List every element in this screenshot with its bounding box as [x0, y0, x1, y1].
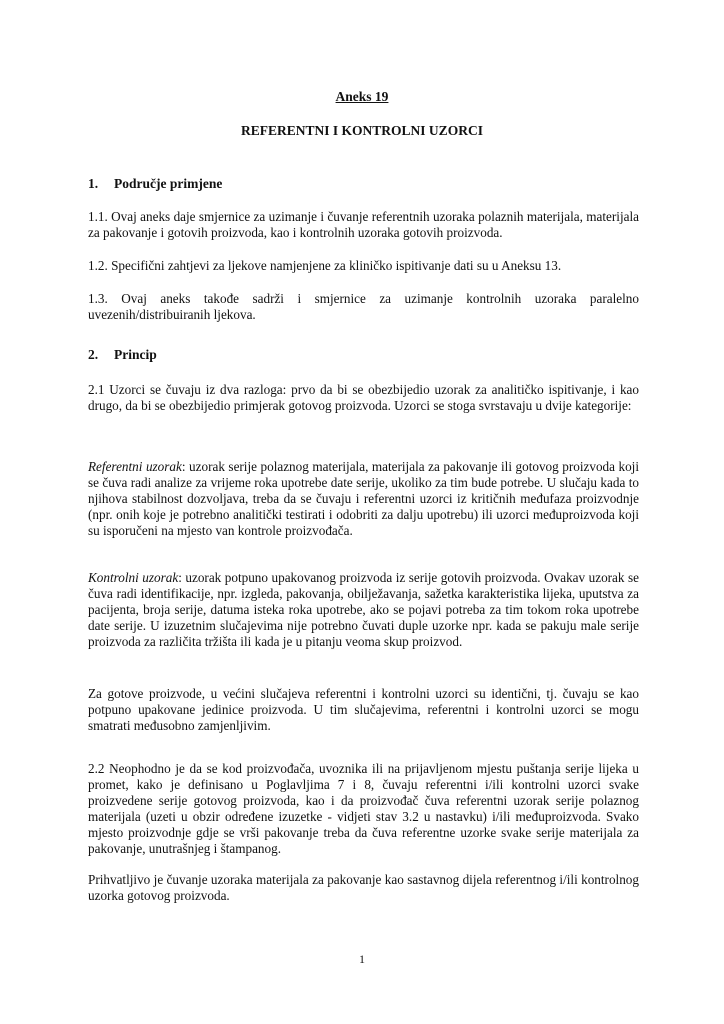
- document-title: Aneks 19: [335, 89, 389, 104]
- section-title: Područje primjene: [114, 176, 223, 191]
- paragraph-text: uzorak serije polaznog materijala, materijala za pakovanje ili gotovog proizvoda koji se čuva radi analize za vrijeme roka upotrebe date serije, ukoliko za tim bude potrebe. U slučaju kada to njihova stabilnost dozvoljava, treba da se čuvaju i referentni uzorci iz kritičnih međufaza proizvodnje (npr. onih koje je potrebno analitički testirati i odobriti za dalju upotrebu) ili uzorci međuproizvoda koji su isporučeni na mjesto van kontrole proizvođača.: [88, 459, 640, 538]
- section-number: 1.: [88, 176, 99, 191]
- paragraph-2-2: 2.2 Neophodno je da se kod proizvođača, uvoznika ili na prijavljenom mjestu puštanja serije lijeka u promet, kako je definisano u Poglavljima 7 i 8, čuvaju referentni i/ili kontrolni uzorci svake proizvedene serije gotovog proizvoda, kao i da proizvođač čuva referentni uzorak serije polaznog materijala (uzeti u obzir određene izuzetke - vidjeti stav 3.2 u nastavku) i/ili međuproizvoda. Svako mjesto proizvodnje gdje se vrši pakovanje treba da čuva referentne uzorke svake serije materijala za pakovanje, unutrašnjeg i štampanog.: [88, 761, 639, 856]
- paragraph-identical-samples: Za gotove proizvode, u većini slučajeva referentni i kontrolni uzorci su identični, tj. čuvaju se kao potpuno upakovane jedinice proizvoda. U tim slučajevima, referentni i kontrolni uzorci se mogu smatrati međusobno zamjenljivim.: [88, 686, 639, 733]
- term-reference-sample: Referentni uzorak: [88, 459, 182, 474]
- document-subtitle: REFERENTNI I KONTROLNI UZORCI: [241, 123, 483, 138]
- paragraph-packaging-samples: Prihvatljivo je čuvanje uzoraka materijala za pakovanje kao sastavnog dijela referentnog i/ili kontrolnog uzorka gotovog proizvoda.: [88, 872, 639, 903]
- paragraph-text: uzorak potpuno upakovanog proizvoda iz serije gotovih proizvoda. Ovakav uzorak se čuva radi identifikacije, npr. izgleda, pakovanja, obilježavanja, sažetka karakteristika lijeka, uputstva za pacijenta, broja serije, datuma isteka roka upotrebe, ako se pojavi potreba za tim tokom roka upotrebe date serije. U izuzetnim slučajevima nije potrebno čuvati duple uzorke npr. kada se pakuju male serije proizvoda za različita tržišta ili kada je u pitanju veoma skup proizvod.: [88, 570, 639, 649]
- page-number: 1: [359, 952, 365, 966]
- term-control-sample: Kontrolni uzorak: [88, 570, 179, 585]
- section-heading-1: [88, 176, 222, 192]
- paragraph-1-2: 1.2. Specifični zahtjevi za ljekove namjenjene za kliničko ispitivanje dati su u Aneksu 13.: [88, 258, 562, 273]
- paragraph-control-sample: Kontrolni uzorak: uzorak potpuno upakovanog proizvoda iz serije gotovih proizvoda. Ovakav uzorak se čuva radi identifikacije, npr. izgleda, pakovanja, obilježavanja, sažetka karakteristika lijeka, uputstva za pacijenta, broja serije, datuma isteka roka upotrebe, ako se pojavi potreba za tim tokom roka upotrebe date serije. U izuzetnim slučajevima nije potrebno čuvati duple uzorke npr. kada se pakuju male serije proizvoda za različita tržišta ili kada je u pitanju veoma skup proizvod.: [88, 570, 639, 649]
- section-number: 2.: [88, 347, 99, 362]
- paragraph-1-1: 1.1. Ovaj aneks daje smjernice za uzimanje i čuvanje referentnih uzoraka polaznih materijala, materijala za pakovanje i gotovih proizvoda, kao i kontrolnih uzoraka gotovih proizvoda.: [88, 209, 639, 240]
- paragraph-2-1: 2.1 Uzorci se čuvaju iz dva razloga: prvo da bi se obezbijedio uzorak za analitičko ispitivanje, i kao drugo, da bi se obezbijedio primjerak gotovog proizvoda. Uzorci se stoga svrstavaju u dvije kategorije:: [88, 382, 639, 413]
- section-heading-2: [88, 347, 157, 363]
- paragraph-reference-sample: Referentni uzorak: uzorak serije polaznog materijala, materijala za pakovanje ili gotovog proizvoda koji se čuva radi analize za vrijeme roka upotrebe date serije, ukoliko za tim bude potrebe. U slučaju kada to njihova stabilnost dozvoljava, treba da se čuvaju i referentni uzorci iz kritičnih međufaza proizvodnje (npr. onih koje je potrebno analitički testirati i odobriti za dalju upotrebu) ili uzorci međuproizvoda koji su isporučeni na mjesto van kontrole proizvođača.: [88, 459, 640, 538]
- section-title: Princip: [114, 347, 157, 362]
- paragraph-1-3: 1.3. Ovaj aneks takođe sadrži i smjernice za uzimanje kontrolnih uzoraka paralelno uvezenih/distribuiranih ljekova.: [88, 291, 639, 322]
